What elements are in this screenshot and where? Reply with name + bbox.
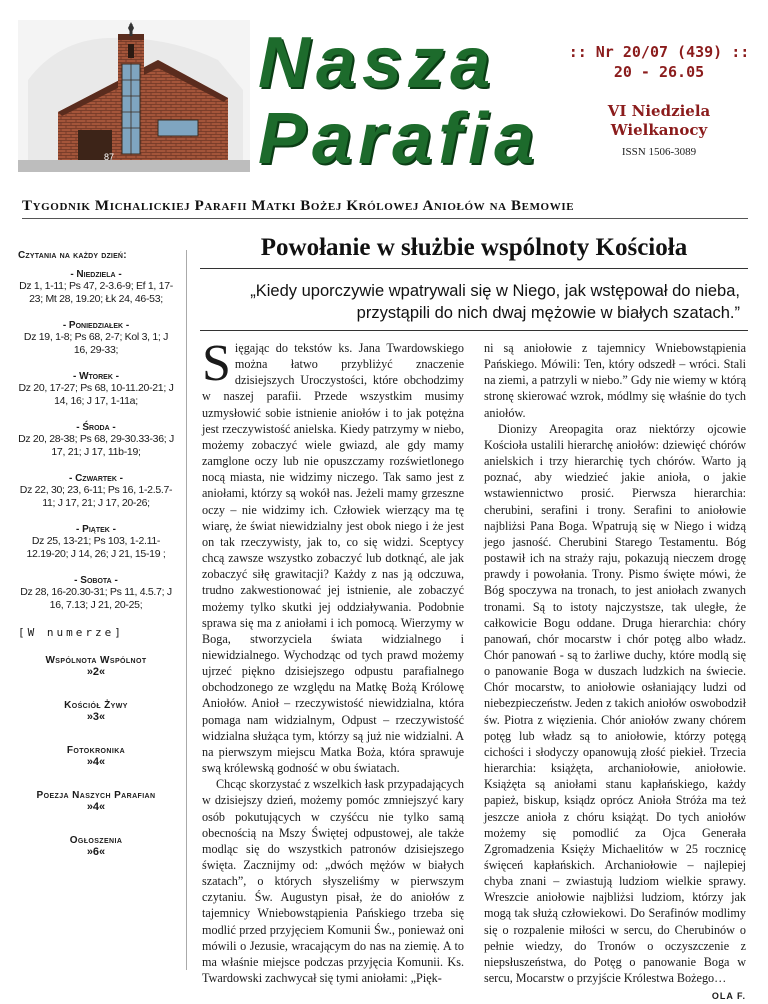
sunday-line2: Wielkanocy [610, 121, 708, 139]
drop-cap: S [202, 335, 231, 392]
day-name: - Czwartek - [68, 473, 124, 484]
quote-line1: „Kiedy uporczywie wpatrywali się w Niego, jak wstępował do nieba, [250, 282, 740, 300]
article-paragraph: Chcąc skorzystać z wszelkich łask przypadających w dzisiejszy dzień, możemy pomóc zmniejszyć kary osób pokutujących w czyśćcu nie tylko samą obecnością na Mszy Świętej odpustowej, ale także modląc się do wszystkich patronów dzisiejszego święta. Zacznijmy od: „dwóch mężów w białych szatach”, o których słyszeliśmy w pierwszym czytaniu. Św. Augustyn pisał, że do aniołów z tajemnicy Wniebowstąpienia Pańskiego trzeba się modlić przed przyjęciem Komunii Św., ponieważ oni mówili o Jezusie, wracającym do nas na ziemię. A to ma właśnie miejsce podczas przyjęcia Komunii. Ks. Twardowski zachwycał się tymi aniołami: „Pięk- [202, 777, 464, 986]
readings-title: Czytania na każdy dzień: [18, 250, 127, 261]
toc-item-name: Wspólnota Wspólnot [45, 655, 147, 666]
toc-item-page: »3« [86, 711, 106, 723]
church-illustration [18, 20, 250, 172]
day-readings: Dz 28, 16-20.30-31; Ps 11, 4.5.7; J 16, 7.13; J 21, 20-25; [20, 586, 172, 611]
article-paragraph: ni są aniołowie z tajemnicy Wniebowstąpienia Pańskiego. Mówili: Ten, który odszedł – wróci. Stali na ziemi, a patrzyli w niebo.” Gdy nie wiemy w którą stronę skierować wzrok, módlmy się właśnie do tych aniołów. [484, 341, 746, 420]
day-name: - Sobota - [74, 575, 118, 586]
reading-day [18, 320, 174, 357]
day-readings: Dz 25, 13-21; Ps 103, 1-2.11-12.19-20; J 14, 26; J 21, 15-19 ; [26, 535, 166, 560]
reading-day [18, 422, 174, 459]
paragraph-text: ięgając do tekstów ks. Jana Twardowskiego można łatwo przybliżyć znaczenie dzisiejszych Uroczystości, które obchodzimy w naszej parafii. Przede wszystkim musimy uzmysłowić sobie istnienie aniołów i to jak potężna jest rzeczywistość anielska. Kiedy patrzymy w niebo, możemy zobaczyć wiele gwiazd, ale gdy mamy zamglone oczy lub nie opuszczamy rozświetlonego nocą miasta, nie widzimy niczego. Tak samo jest z aniołami, którzy są wokół nas. Jeżeli mamy grzeszne oczy – nie widzimy ich. Człowiek wierzący ma tę wiarę, że świat niewidzialny jest obok niego i że jest on tak rzeczywisty, jak to, co się widzi. Sceptycy chcą zawsze wszystko zobaczyć lub dotknąć, ale jak zobaczyć siłę grawitacji? Każdy z nas ją odczuwa, trudno zakwestionować jej istnienie, ale zobaczyć możemy tylko skutki jej oddziaływania. Podobnie sprawa się ma z aniołami i ich pomocą. Wierzymy w Boga, stworzyciela świata widzialnego i niewidzialnego. Wychodząc od tych prawd możemy ujrzeć piękno dzisiejszego odpustu parafialnego obchodzonego ze względu na Matkę Bożą Królowę Aniołów. Anioł – rzeczywistość niewidzialna, która pomaga nam widzialnym, Odpust – rzeczywistość widzialna służąca tym, którzy są już nie widzialni. A na pierwszym miejscu Matka Boża, która sprawuje swą królewską godność w obu światach. [202, 341, 464, 776]
day-name: - Wtorek - [72, 371, 120, 382]
masthead-title-word1: Nasza [258, 23, 497, 103]
reading-day [18, 524, 174, 561]
day-readings: Dz 22, 30; 23, 6-11; Ps 16, 1-2.5.7-11; J 17, 21; J 17, 20-26; [19, 484, 173, 509]
toc-item[interactable] [18, 745, 174, 768]
tagline: Tygodnik Michalickiej Parafii Matki Bożej Królowej Aniołów na Bemowie [22, 198, 575, 214]
issue-number: :: Nr 20/07 (439) :: [568, 43, 750, 61]
article-quote [200, 280, 740, 324]
sidebar [18, 250, 174, 880]
masthead-title-word2: Parafia [258, 99, 541, 179]
day-name: - Poniedziałek - [62, 320, 130, 331]
svg-text:87: 87 [104, 152, 115, 162]
toc-item[interactable] [18, 790, 174, 813]
issue-info [564, 42, 754, 82]
toc-item-name: Kościół Żywy [64, 700, 128, 711]
reading-day [18, 269, 174, 306]
day-readings: Dz 20, 28-38; Ps 68, 29-30.33-36; J 17, 21; J 17, 11b-19; [18, 433, 174, 458]
toc-item-page: »2« [86, 666, 106, 678]
contents-heading: [W numerze] [18, 626, 124, 639]
toc-item-page: »4« [86, 756, 106, 768]
tagline-rule [22, 218, 748, 219]
article-paragraph [202, 335, 464, 776]
day-name: - Piątek - [76, 524, 116, 535]
toc-item-page: »6« [86, 846, 106, 858]
day-readings: Dz 1, 1-11; Ps 47, 2-3.6-9; Ef 1, 17-23; Mt 28, 19.20; Łk 24, 46-53; [19, 280, 173, 305]
day-name: - Środa - [76, 422, 116, 433]
issue-dates: 20 - 26.05 [613, 63, 705, 81]
masthead [240, 22, 570, 187]
sidebar-divider [186, 250, 187, 970]
reading-day [18, 473, 174, 510]
sunday-line1: VI Niedziela [607, 102, 711, 120]
article-author: OLA F. [711, 991, 746, 1002]
article-column-2 [484, 340, 746, 1004]
toc-item-page: »4« [86, 801, 106, 813]
article-column-1 [202, 335, 464, 986]
toc-item-name: Poezja Naszych Parafian [36, 790, 156, 801]
toc-item-name: Ogłoszenia [69, 835, 123, 846]
quote-rule [200, 330, 748, 331]
reading-day [18, 371, 174, 408]
toc-item[interactable] [18, 700, 174, 723]
day-name: - Niedziela - [70, 269, 122, 280]
quote-line2: przystąpili do nich dwaj mężowie w białych szatach.” [356, 304, 740, 322]
day-readings: Dz 19, 1-8; Ps 68, 2-7; Kol 3, 1; J 16, 29-33; [23, 331, 169, 356]
toc-item[interactable] [18, 835, 174, 858]
issn: ISSN 1506-3089 [621, 146, 697, 158]
liturgical-sunday [564, 102, 754, 140]
toc-item[interactable] [18, 655, 174, 678]
toc-item-name: Fotokronika [66, 745, 126, 756]
article-title: Powołanie w służbie wspólnoty Kościoła [260, 234, 688, 261]
title-rule [200, 268, 748, 269]
reading-day [18, 575, 174, 612]
article-paragraph: Dionizy Areopagita oraz niektórzy ojcowie Kościoła ustalili hierarchę aniołów: dziewięć chórów anielskich i trzy hierarchię tych chórów. Warto ją poznać, aby wiedzieć jakie anioła, o jakie wstawiennictwo prosić. Pierwsza hierarchia: cherubini, serafini i trony. Serafini to aniołowie najbliżsi Pana Boga. Wpatrują się w Niego i widzą jego jasność. Cherubini Starego Testamentu. Bóg postawił ich na straży raju, pokazują nieczem drogę prawdy i powołania. Trony. Pismo święte mówi, że Bóg spoczywa na tronach, to jest aniołach zwanych tronami. Są to istoty najczystsze, tak uległe, że całkowicie Bogu oddane. Druga hierarchia: chóry panowań, chór mocarstw i chór potęg albo władz. Chór panowań - są to żarliwe duchy, które modlą się o panowanie Boga w duszach ludzkich na świecie. Chór mocarstw, to aniołowie osłaniający ludzi od niebezpieczeństw. Jeden z takich aniołów oswobodził św. Piotra z więzienia. Chór aniołów zwany chórem potęg lub władz są to aniołowie, którzy potęgą cichości i słodyczy opanowują złość piekieł. Trzecia hierarchia: książęta, archaniołowie, aniołowie. Książęta są aniołami stanu kapłańskiego, każdy papież, biskup, ksiądz oprócz Anioła Stróża ma też jeszcze anioła z chóru książąt. Do tych aniołów możemy się pomodlić za Ojca Generała Zgromadzenia Księży Michaelitów w 25 rocznicę święceń kapłańskich. Archaniołowie – najlepiej chyba znani – zwiastują ludziom wielkie sprawy. Wreszcie aniołowie najbliżsi ludziom, którzy jak mogą tak służą człowiekowi. Do Serafinów modlimy się o rozpalenie miłości w sercu, do Cherubinów o pełnie wiedzy, do Tronów o oczyszczenie z niepsłuszeństwa, do Potęg o panowanie Boga w sercu, Mocarstw o przyjście Królestwa Bożego… [484, 421, 746, 986]
day-readings: Dz 20, 17-27; Ps 68, 10-11.20-21; J 14, 16; J 17, 1-11a; [18, 382, 174, 407]
